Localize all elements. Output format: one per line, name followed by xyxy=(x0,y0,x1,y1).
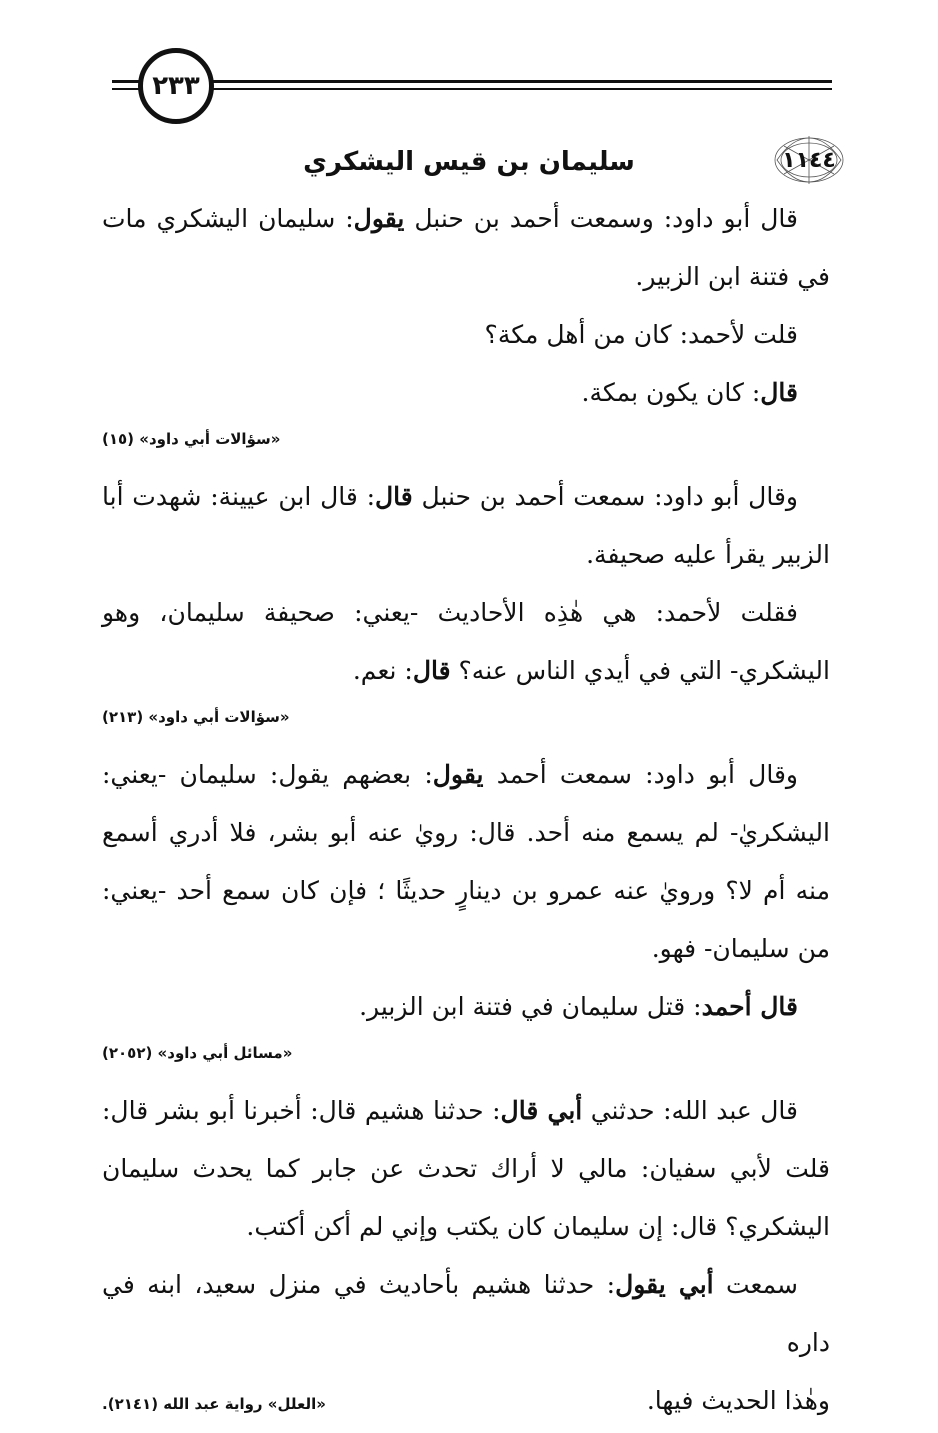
page-number-badge xyxy=(138,48,214,124)
final-line xyxy=(102,1372,830,1433)
section-2 xyxy=(102,468,830,732)
page-number: ٢٣٣ xyxy=(152,71,200,101)
source-citation: «سؤالات أبي داود» (١٥) xyxy=(102,430,281,448)
entry-title: سليمان بن قيس اليشكري xyxy=(303,147,635,177)
paragraph: قال أحمد: قتل سليمان في فتنة ابن الزبير. xyxy=(359,992,798,1021)
paragraph: قال أبو داود: وسمعت أحمد بن حنبل يقول: سليمان اليشكري مات في فتنة ابن الزبير. xyxy=(102,204,830,291)
paragraph: فقلت لأحمد: هي هٰذِه الأحاديث -يعني: صحيفة سليمان، وهو اليشكري- التي في أيدي الناس عنه؟ قال: نعم. xyxy=(102,598,830,685)
main-text xyxy=(102,190,830,1433)
paragraph: وقال أبو داود: سمعت أحمد بن حنبل قال: قال ابن عيينة: شهدت أبا الزبير يقرأ عليه صحيفة. xyxy=(102,482,830,569)
header-rule-bottom xyxy=(112,88,832,90)
paragraph: سمعت أبي يقول: حدثنا هشيم بأحاديث في منزل سعيد، ابنه في داره xyxy=(102,1270,830,1357)
paragraph: قلت لأحمد: كان من أهل مكة؟ xyxy=(484,320,798,349)
source-citation: «العلل» رواية عبد الله (٢١٤١). xyxy=(102,1395,326,1413)
source-citation: «سؤالات أبي داود» (٢١٣) xyxy=(102,708,290,726)
paragraph: قال عبد الله: حدثني أبي قال: حدثنا هشيم قال: أخبرنا أبو بشر قال: قلت لأبي سفيان: مالي لا أراك تحدث عن جابر كما يحدث سليمان اليشكري؟ قال: إن سليمان كان يكتب وإني لم أكن أكتب. xyxy=(102,1096,830,1241)
header-rule-top xyxy=(112,80,832,83)
section-1 xyxy=(102,190,830,454)
source-citation: «مسائل أبي داود» (٢٠٥٢) xyxy=(102,1044,293,1062)
entry-number-text: ١١٤٤ xyxy=(782,147,836,173)
section-3 xyxy=(102,746,830,1068)
page-header xyxy=(0,0,938,177)
paragraph: قال: كان يكون بمكة. xyxy=(581,378,798,407)
final-line-text: وهٰذا الحديث فيها. xyxy=(646,1386,830,1415)
paragraph: وقال أبو داود: سمعت أحمد يقول: بعضهم يقول: سليمان -يعني: اليشكريٰ- لم يسمع منه أحد. قال: رويٰ عنه أبو بشر، فلا أدري أسمع منه أم لا؟ ورويٰ عنه عمرو بن دينارٍ حديثًا ؛ فإن كان سمع أحد -يعني: من سليمان- فهو. xyxy=(102,760,830,963)
section-4 xyxy=(102,1082,830,1433)
